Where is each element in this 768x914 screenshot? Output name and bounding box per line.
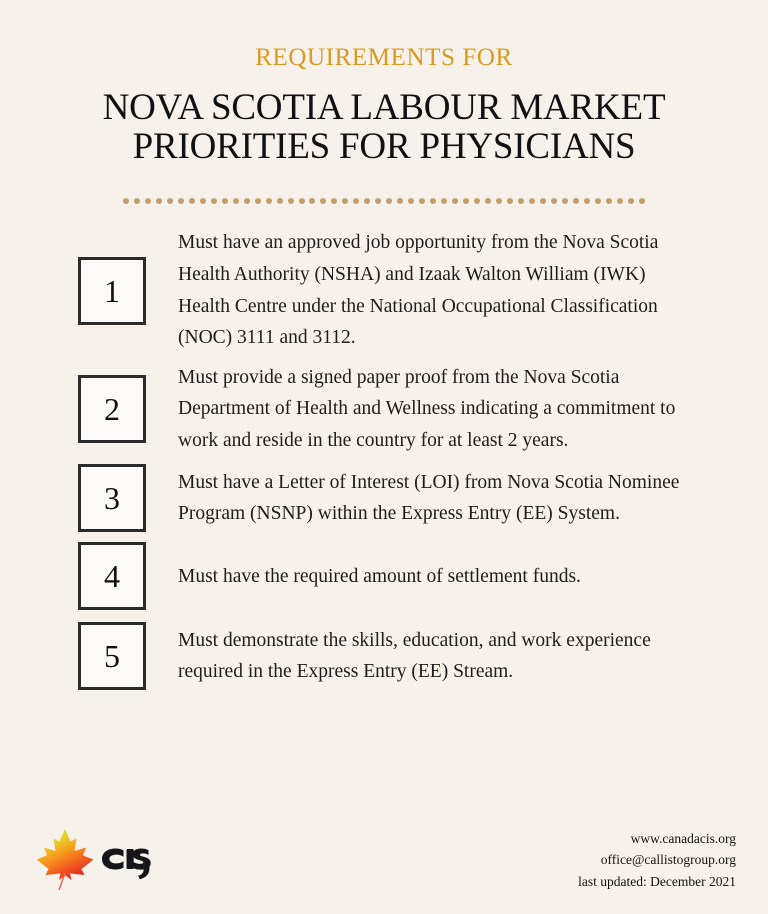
- requirement-item: [78, 362, 688, 457]
- requirements-list: [0, 205, 768, 690]
- divider-dot: [474, 198, 480, 204]
- requirement-number-box: [78, 375, 146, 443]
- divider-dot: [244, 198, 250, 204]
- divider-dot: [485, 198, 491, 204]
- requirement-number-box: [78, 257, 146, 325]
- footer-contact-info: [578, 828, 736, 892]
- divider-dot: [266, 198, 272, 204]
- divider-dot: [189, 198, 195, 204]
- divider-dot: [518, 198, 524, 204]
- logo-wordmark: [98, 838, 154, 880]
- divider-dot: [309, 198, 315, 204]
- divider-dot: [320, 198, 326, 204]
- divider-dot: [595, 198, 601, 204]
- divider-dot: [441, 198, 447, 204]
- divider-dot: [134, 198, 140, 204]
- divider-dot: [353, 198, 359, 204]
- requirement-number: 2: [104, 391, 120, 428]
- divider-dot: [331, 198, 337, 204]
- divider-dot: [167, 198, 173, 204]
- requirement-text: Must have the required amount of settlement funds.: [178, 565, 581, 587]
- divider-dot: [430, 198, 436, 204]
- divider-dot: [222, 198, 228, 204]
- divider-dot: [386, 198, 392, 204]
- divider-dot: [628, 198, 634, 204]
- eyebrow-heading: REQUIREMENTS FOR: [255, 44, 513, 71]
- divider-dot: [156, 198, 162, 204]
- divider-dot: [463, 198, 469, 204]
- divider-dot: [255, 198, 261, 204]
- requirement-item: [78, 622, 688, 690]
- requirement-item: [78, 464, 688, 532]
- requirement-number: 1: [104, 272, 120, 309]
- divider-dot: [408, 198, 414, 204]
- divider-dot: [562, 198, 568, 204]
- divider-dot: [277, 198, 283, 204]
- divider-dot: [452, 198, 458, 204]
- divider-dot: [529, 198, 535, 204]
- requirement-number-box: [78, 464, 146, 532]
- poster-header: [0, 0, 768, 167]
- brand-logo: [34, 826, 154, 892]
- divider-dot: [551, 198, 557, 204]
- requirement-text: Must demonstrate the skills, education, and work experience required in the Express Entry (EE) Stream.: [178, 629, 651, 683]
- divider-dot: [419, 198, 425, 204]
- requirement-number: 4: [104, 558, 120, 595]
- divider-dot: [200, 198, 206, 204]
- divider-dot: [584, 198, 590, 204]
- requirement-item: [78, 542, 688, 610]
- divider-dot: [540, 198, 546, 204]
- maple-leaf-icon: [34, 826, 96, 892]
- divider-dot: [211, 198, 217, 204]
- footer-website[interactable]: www.canadacis.org: [630, 831, 736, 847]
- divider-dot: [288, 198, 294, 204]
- requirement-number: 5: [104, 638, 120, 675]
- requirement-text: Must have a Letter of Interest (LOI) from Nova Scotia Nominee Program (NSNP) within the Express Entry (EE) System.: [178, 471, 680, 525]
- divider-dot: [178, 198, 184, 204]
- requirement-number-box: [78, 622, 146, 690]
- page-title: [0, 88, 768, 168]
- requirement-number-box: [78, 542, 146, 610]
- divider-dot: [397, 198, 403, 204]
- divider-dot: [606, 198, 612, 204]
- divider-dot: [123, 198, 129, 204]
- divider-dot: [233, 198, 239, 204]
- footer-last-updated: last updated: December 2021: [578, 873, 736, 889]
- requirement-item: [78, 227, 688, 353]
- divider-dot: [496, 198, 502, 204]
- requirement-text: Must provide a signed paper proof from the Nova Scotia Department of Health and Wellness indicating a commitment to work and reside in the country for at least 2 years.: [178, 366, 676, 451]
- dotted-divider: [123, 197, 645, 205]
- poster-footer: [0, 826, 768, 892]
- page-title-line-1: NOVA SCOTIA LABOUR MARKET: [102, 86, 666, 128]
- requirement-text: Must have an approved job opportunity from the Nova Scotia Health Authority (NSHA) and Izaak Walton William (IWK) Health Centre under the National Occupational Classification (NOC) 3111 and 3112.: [178, 232, 659, 349]
- footer-email[interactable]: office@callistogroup.org: [600, 852, 736, 868]
- divider-dot: [375, 198, 381, 204]
- requirement-number: 3: [104, 480, 120, 517]
- divider-dot: [507, 198, 513, 204]
- page-title-line-2: PRIORITIES FOR PHYSICIANS: [132, 126, 636, 168]
- divider-dot: [364, 198, 370, 204]
- divider-dot: [617, 198, 623, 204]
- divider-dot: [573, 198, 579, 204]
- divider-dot: [342, 198, 348, 204]
- divider-dot: [639, 198, 645, 204]
- divider-dot: [145, 198, 151, 204]
- divider-dot: [299, 198, 305, 204]
